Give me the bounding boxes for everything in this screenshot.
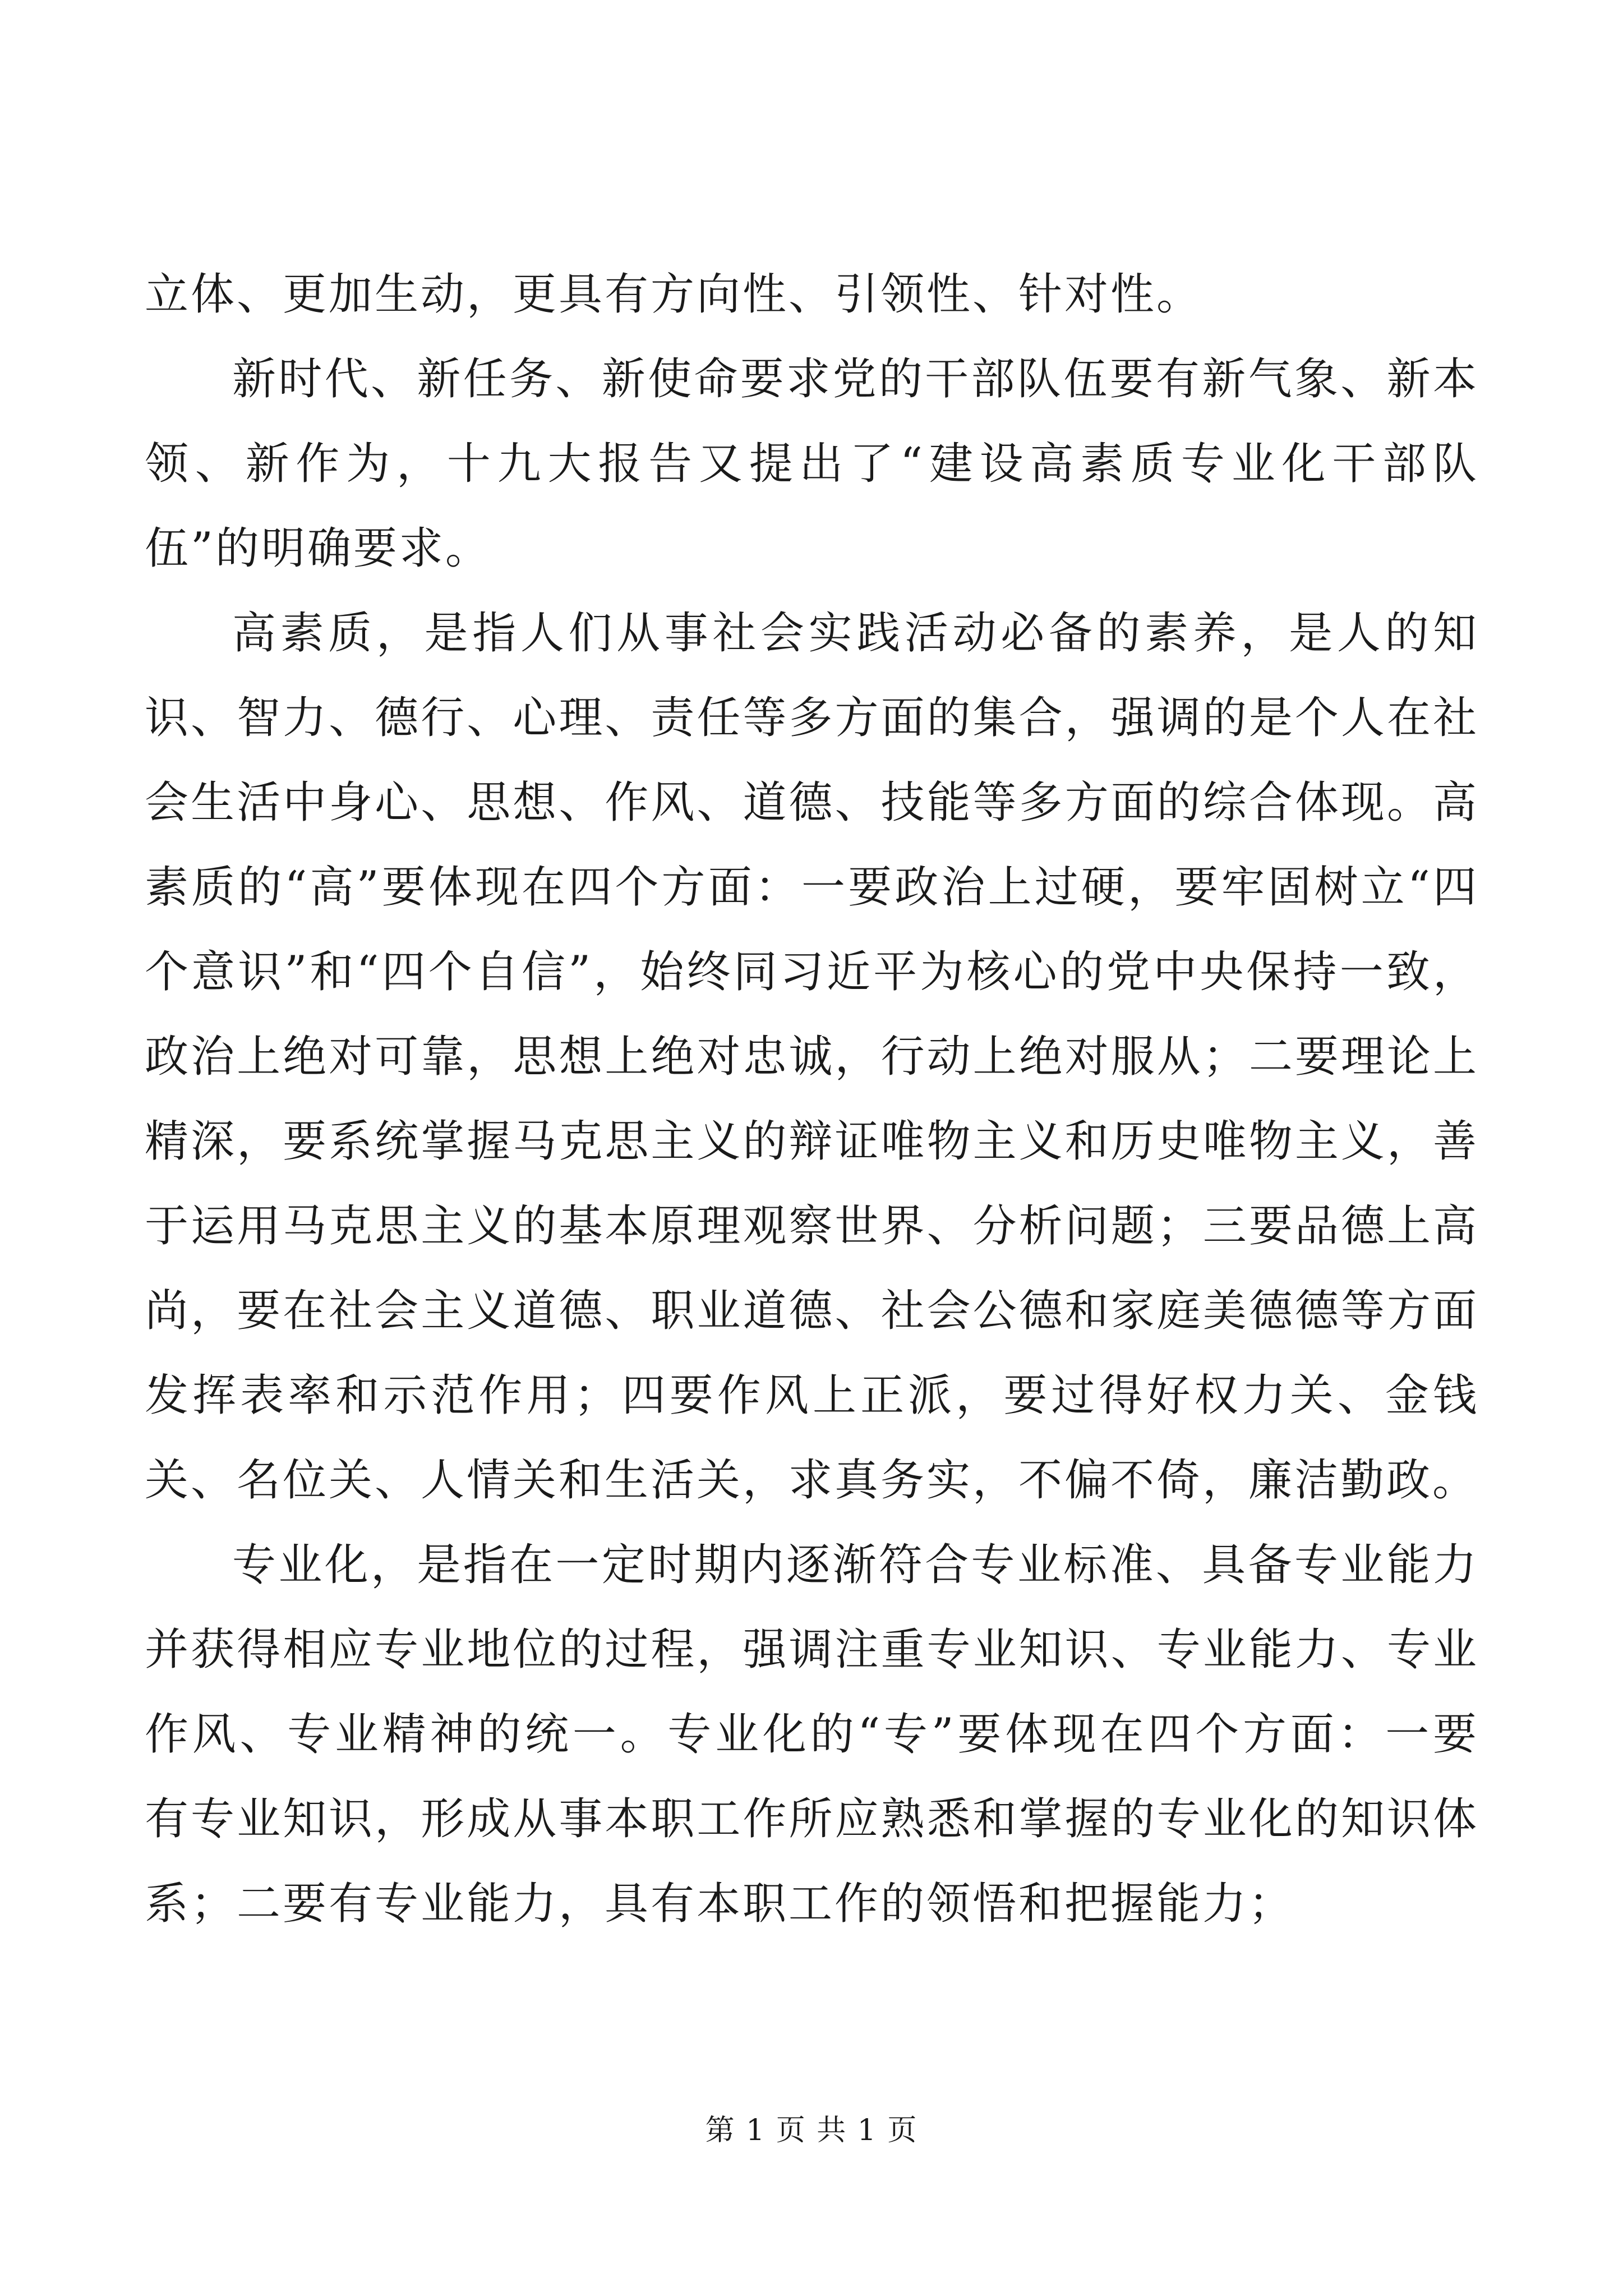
document-body [145,252,1479,1947]
page-footer: 第 1 页 共 1 页 [705,2114,918,2147]
paragraph-continuation: 立体、更加生动，更具有方向性、引领性、针对性。 [145,269,1203,320]
paragraph-professionalization: 专业化，是指在一定时期内逐渐符合专业标准、具备专业能力并获得相应专业地位的过程，强调注重专业知识、专业能力、专业作风、专业精神的统一。专业化的“专”要体现在四个方面：一要有专业知识，形成从事本职工作所应熟悉和掌握的专业化的知识体系；二要有专业能力，具有本职工作的领悟和把握能力； [145,1540,1479,1929]
paragraph-high-quality: 高素质，是指人们从事社会实践活动必备的素养，是人的知识、智力、德行、心理、责任等多方面的集合，强调的是个人在社会生活中身心、思想、作风、道德、技能等多方面的综合体现。高素质的“高”要体现在四个方面：一要政治上过硬，要牢固树立“四个意识”和“四个自信”，始终同习近平为核心的党中央保持一致，政治上绝对可靠，思想上绝对忠诚，行动上绝对服从；二要理论上精深，要系统掌握马克思主义的辩证唯物主义和历史唯物主义，善于运用马克思主义的基本原理观察世界、分析问题；三要品德上高尚，要在社会主义道德、职业道德、社会公德和家庭美德德等方面发挥表率和示范作用；四要作风上正派，要过得好权力关、金钱关、名位关、人情关和生活关，求真务实，不偏不倚，廉洁勤政。 [145,608,1479,1506]
paragraph-new-era-requirements: 新时代、新任务、新使命要求党的干部队伍要有新气象、新本领、新作为，十九大报告又提出了“建设高素质专业化干部队伍”的明确要求。 [145,354,1479,574]
